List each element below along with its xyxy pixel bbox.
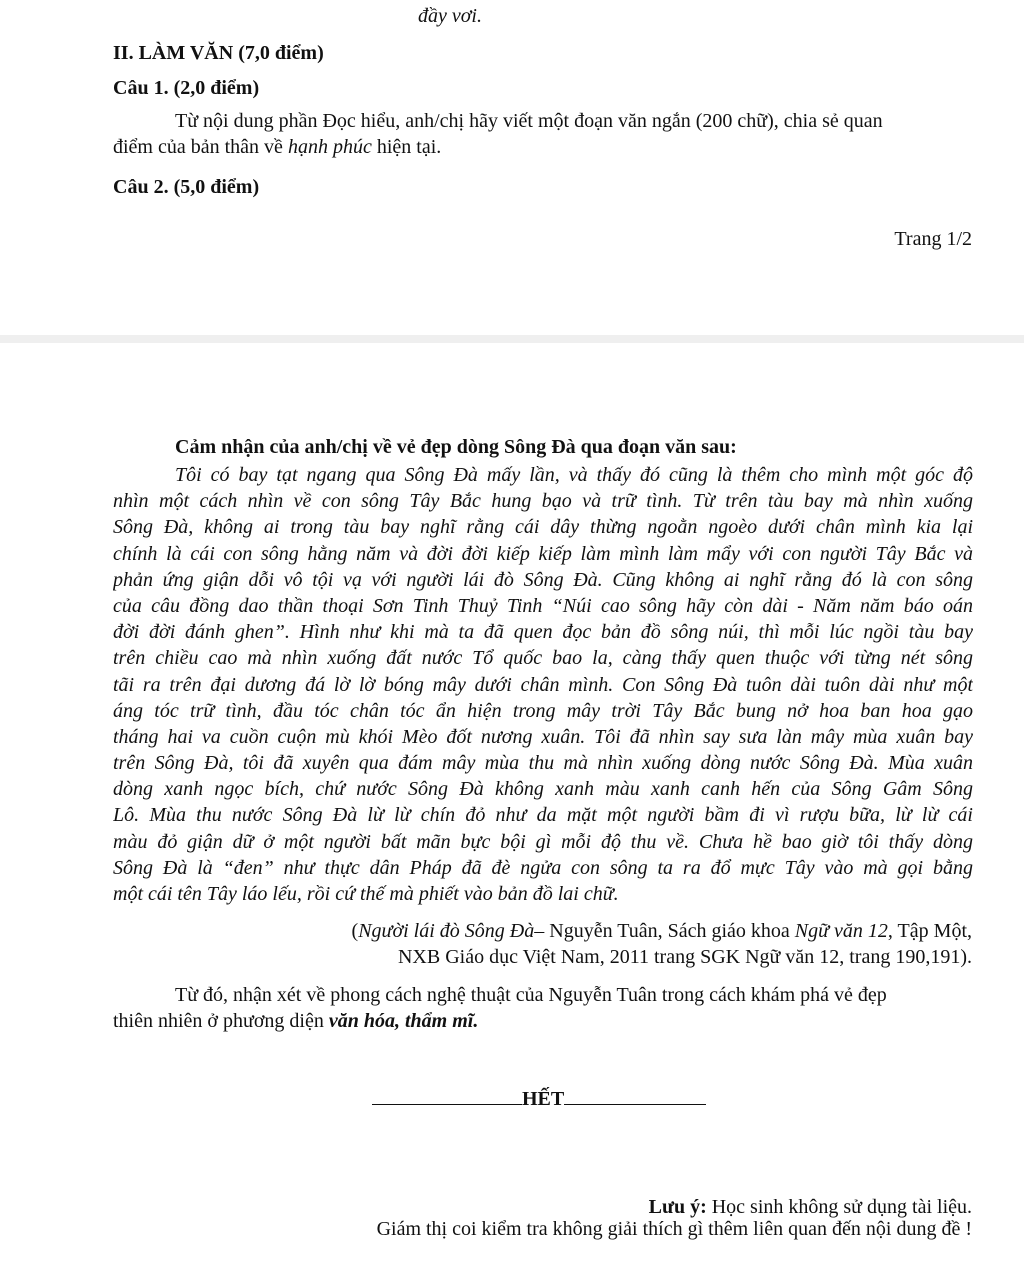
passage-line: một cái tên Tây láo lếu, rồi cứ thế mà phiết vào bản đồ lai chữ.: [113, 883, 619, 905]
end-rule-right: [564, 1104, 706, 1105]
passage-line: Lô. Mùa thu nước Sông Đà lừ lừ chín đỏ như da mặt một người bầm đi vì rượu bữa, lừ lừ cái: [113, 804, 973, 827]
page-gap: [0, 335, 1024, 343]
question-1-line-1: Từ nội dung phần Đọc hiểu, anh/chị hãy viết một đoạn văn ngắn (200 chữ), chia sẻ quan: [175, 110, 883, 132]
passage-line: dòng xanh ngọc bích, chứ nước Sông Đà không xanh màu xanh canh hến của Sông Gâm Sông: [113, 778, 973, 801]
question-1-title: Câu 1. (2,0 điểm): [113, 77, 260, 99]
q1-text-a: điểm của bản thân về: [113, 136, 288, 158]
passage-line: tãi ra trên đại dương đá lờ lờ bóng mây dưới chân mình. Con Sông Đà tuôn dài tuôn dài như một: [113, 673, 973, 696]
q1-text-em: hạnh phúc: [287, 136, 372, 158]
question-1-line-2: [113, 134, 441, 160]
note-text: Học sinh không sử dụng tài liệu.: [706, 1196, 972, 1218]
task-emphasis: văn hóa, thẩm mĩ.: [328, 1010, 479, 1032]
source-volume: , Tập Một,: [887, 920, 972, 942]
passage-line: đời đời đánh ghen”. Hình như khi mà ta đã quen đọc bản đồ sông núi, thì mỗi lúc ngồi tàu bay: [113, 621, 973, 644]
source-author: – Nguyễn Tuân, Sách giáo khoa: [534, 920, 795, 942]
passage-line: trên Sông Đà, tôi đã xuyên qua đám mây mùa thu mà nhìn xuống dòng nước Sông Đà. Mùa xuân: [113, 752, 973, 775]
end-mark: [372, 1086, 706, 1112]
passage-line: màu đỏ giận dữ ở một người bất mãn bực bội gì mỗi độ thu về. Chưa hề bao giờ tôi thấy dòng: [113, 830, 973, 853]
end-rule-left: [372, 1104, 522, 1105]
passage-line: phản ứng giận dỗi vô tội vạ với người lái đò Sông Đà. Cũng không ai nghĩ rằng đó là con sông: [113, 568, 973, 591]
end-mark-text: HẾT: [522, 1088, 565, 1110]
passage-line: nhìn một cách nhìn về con sông Tây Bắc hung bạo và trữ tình. Từ trên tàu bay mà nhìn xuống: [113, 490, 973, 513]
section-title: II. LÀM VĂN (7,0 điểm): [113, 42, 324, 64]
passage-line: tháng hai va cuồn cuộn mù khói Mèo đốt nương xuân. Tôi đã nhìn say sưa làn mây mùa xuân bay: [113, 725, 973, 748]
note-label: Lưu ý:: [648, 1196, 707, 1218]
source-line-1: [352, 918, 972, 944]
task-line-1: Từ đó, nhận xét về phong cách nghệ thuật của Nguyễn Tuân trong cách khám phá vẻ đẹp: [175, 984, 887, 1006]
exam-page-1: [0, 0, 1024, 335]
passage-line: trên chiều cao mà nhìn xuống đất nước Tổ quốc bao la, càng thấy quen thuộc với từng nét sông: [113, 647, 973, 670]
passage: [113, 462, 973, 907]
question-2-title: Câu 2. (5,0 điểm): [113, 176, 260, 198]
passage-line: Tôi có bay tạt ngang qua Sông Đà mấy lần, và thấy đó cũng là thêm cho mình một góc độ: [175, 464, 973, 486]
passage-line: Sông Đà là “đen” như thực dân Pháp đã đè ngửa con sông ta ra đổ mực Tây vào mà gọi bằng: [113, 856, 973, 879]
note-line-2: Giám thị coi kiểm tra không giải thích gì thêm liên quan đến nội dung đề !: [376, 1218, 972, 1240]
q1-text-b: hiện tại.: [371, 136, 442, 158]
fragment-text: đầy vơi.: [418, 5, 482, 27]
passage-line: Sông Đà, không ai trong tàu bay nghĩ rằng cái dây thừng ngoằn ngoèo dưới chân mình kia lại: [113, 516, 973, 539]
source-paren: (: [351, 920, 359, 942]
passage-line: của câu đồng dao thần thoại Sơn Tinh Thuỷ Tinh “Núi cao sông hãy còn dài - Năm năm báo oán: [113, 594, 973, 617]
passage-line: chính là cái con sông hằng năm và đời đời kiếp kiếp làm mình làm mẩy với con người Tây Bắc và: [113, 542, 973, 565]
source-work-title: Người lái đò Sông Đà: [358, 920, 535, 942]
question-2-prompt: Cảm nhận của anh/chị về vẻ đẹp dòng Sông Đà qua đoạn văn sau:: [175, 436, 737, 458]
source-line-2: NXB Giáo dục Việt Nam, 2011 trang SGK Ngữ văn 12, trang 190,191).: [397, 946, 972, 968]
task-text: thiên nhiên ở phương diện: [113, 1010, 329, 1032]
passage-line: áng tóc trữ tình, đầu tóc chân tóc ẩn hiện trong mây trời Tây Bắc bung nở hoa ban hoa gạo: [113, 699, 973, 722]
task-line-2: [113, 1008, 478, 1034]
page-number: Trang 1/2: [894, 228, 972, 250]
source-book: Ngữ văn 12: [794, 920, 888, 942]
